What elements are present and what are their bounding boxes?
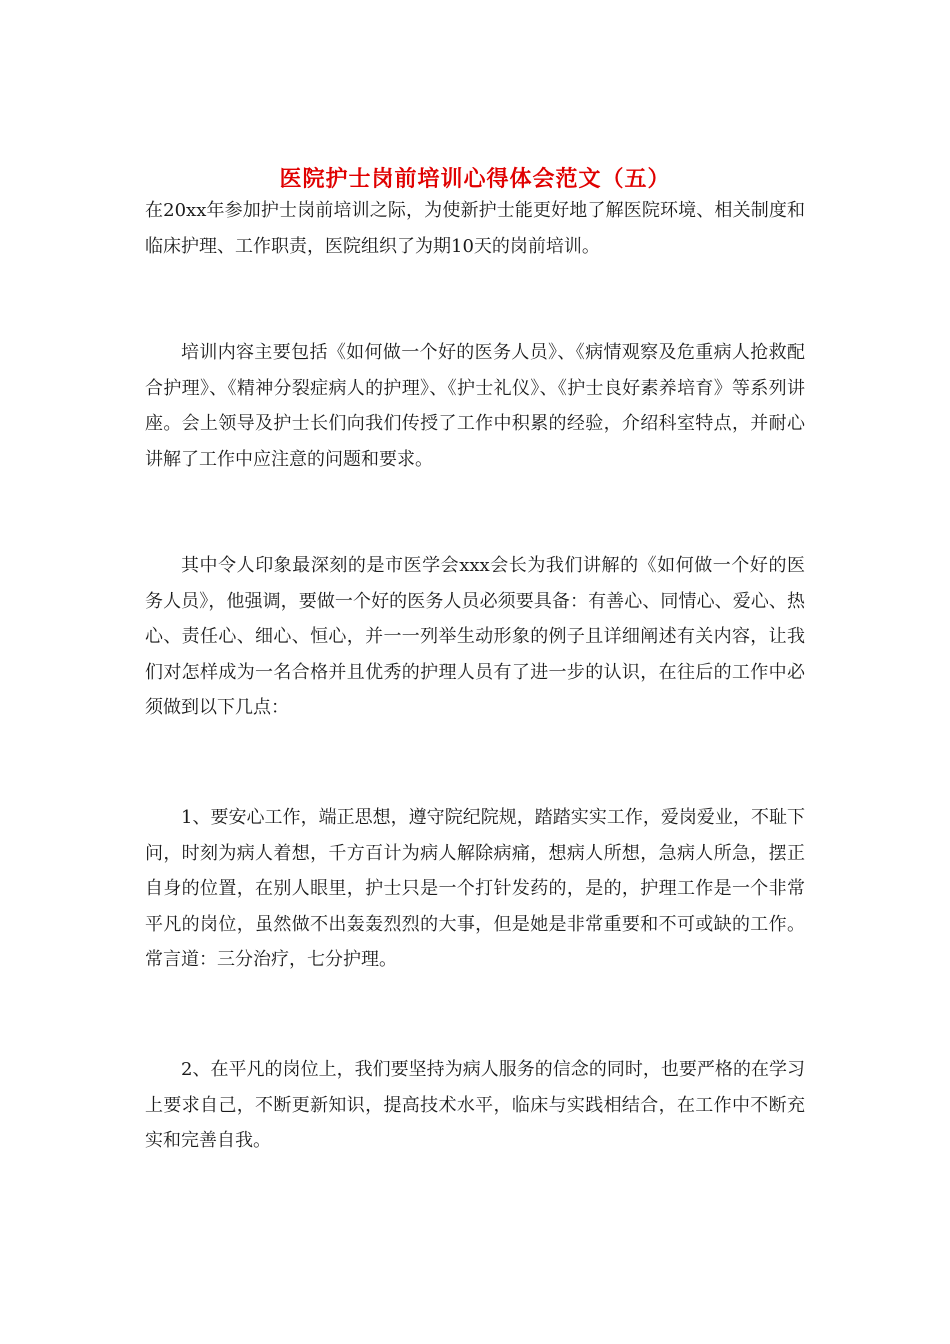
paragraph-impression: 其中令人印象最深刻的是市医学会xxx会长为我们讲解的《如何做一个好的医务人员》，他强调，要做一个好的医务人员必须要具备：有善心、同情心、爱心、热心、责任心、细心、恒心，并一一列举生动形象的例子且详细阐述有关内容，让我们对怎样成为一名合格并且优秀的护理人员有了进一步的认识，在往后的工作中必须做到以下几点：	[145, 555, 805, 718]
paragraph-training-content: 培训内容主要包括《如何做一个好的医务人员》、《病情观察及危重病人抢救配合护理》、《精神分裂症病人的护理》、《护士礼仪》、《护士良好素养培育》等系列讲座。会上领导及护士长们向我们传授了工作中积累的经验，介绍科室特点，并耐心讲解了工作中应注意的问题和要求。	[145, 342, 805, 470]
paragraph-point-1: 1、要安心工作，端正思想，遵守院纪院规，踏踏实实工作，爱岗爱业，不耻下问，时刻为病人着想，千方百计为病人解除病痛，想病人所想，急病人所急，摆正自身的位置，在别人眼里，护士只是一个打针发药的，是的，护理工作是一个非常平凡的岗位，虽然做不出轰轰烈烈的大事，但是她是非常重要和不可或缺的工作。常言道：三分治疗，七分护理。	[145, 807, 805, 970]
paragraph-intro: 在20xx年参加护士岗前培训之际，为使新护士能更好地了解医院环境、相关制度和临床护理、工作职责，医院组织了为期10天的岗前培训。	[145, 200, 805, 257]
paragraph-point-2: 2、在平凡的岗位上，我们要坚持为病人服务的信念的同时，也要严格的在学习上要求自己，不断更新知识，提高技术水平，临床与实践相结合，在工作中不断充实和完善自我。	[145, 1059, 805, 1151]
document-title: 医院护士岗前培训心得体会范文（五）	[279, 165, 671, 192]
